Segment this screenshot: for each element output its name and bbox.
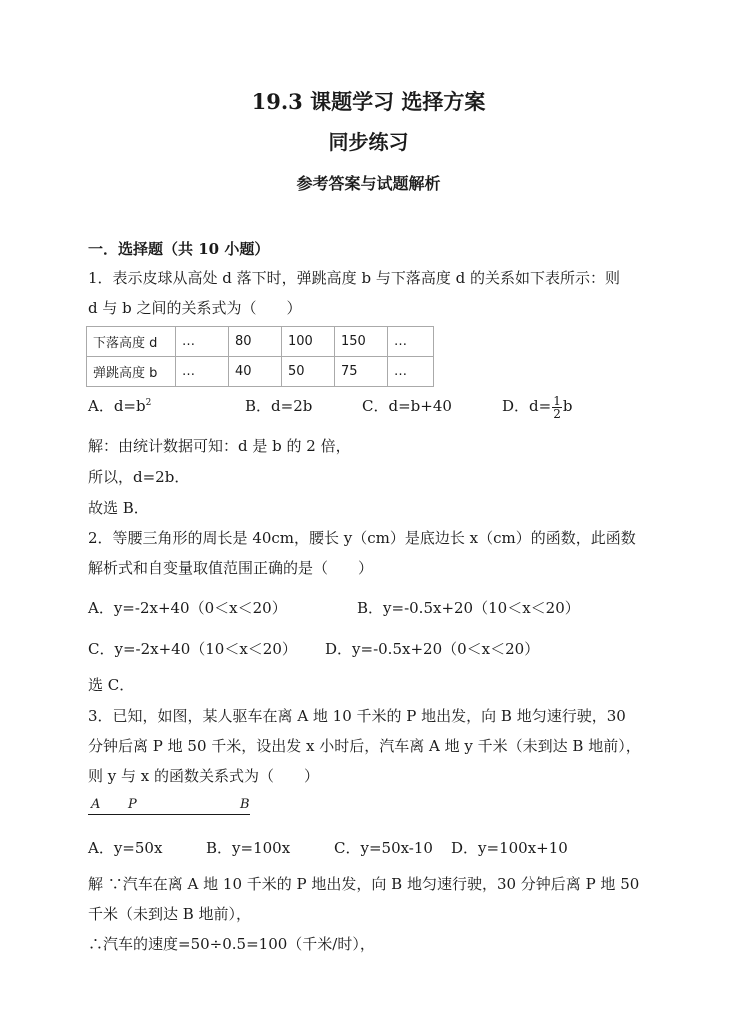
table-cell: 下落高度 d	[87, 327, 176, 357]
q1-solution-line1: 解：由统计数据可知：d 是 b 的 2 倍，	[88, 437, 351, 455]
q2-option-a: A．y=-2x+40（0＜x＜20）	[88, 599, 287, 617]
q1-option-a-text: A．d=b	[88, 397, 146, 415]
q1-option-b: B．d=2b	[245, 397, 313, 415]
page-title: 19.3 课题学习 选择方案	[251, 89, 486, 114]
table-cell: …	[388, 357, 434, 387]
q3-option-b: B．y=100x	[206, 839, 291, 857]
q2-option-d: D．y=-0.5x+20（0＜x＜20）	[325, 640, 540, 658]
table-cell: 75	[335, 357, 388, 387]
q3-option-a: A．y=50x	[88, 839, 163, 857]
page-subtitle: 同步练习	[328, 130, 409, 154]
q3-option-d: D．y=100x+10	[451, 839, 568, 857]
q1-option-d	[502, 389, 572, 423]
q2-option-b: B．y=-0.5x+20（10＜x＜20）	[357, 599, 580, 617]
table-cell: 100	[282, 327, 335, 357]
table-row	[87, 357, 434, 387]
table-cell: 40	[229, 357, 282, 387]
point-b-label: B	[240, 797, 250, 812]
q3-solution-line2: 千米（未到达 B 地前），	[88, 905, 252, 923]
fraction-denominator: 2	[553, 406, 561, 421]
q1-option-d-fraction	[552, 395, 562, 420]
answer-heading: 参考答案与试题解析	[296, 174, 441, 193]
q3-stem-line2: 分钟后离 P 地 50 千米，设出发 x 小时后，汽车离 A 地 y 千米（未到达 B 地前），	[88, 737, 641, 755]
fraction-numerator: 1	[553, 393, 561, 408]
q2-stem-line2: 解析式和自变量取值范围正确的是（ ）	[88, 559, 374, 577]
q1-option-d-text: D．d=	[502, 397, 552, 415]
table-row	[87, 327, 434, 357]
q3-stem-line3: 则 y 与 x 的函数关系式为（ ）	[88, 767, 320, 785]
table-cell: …	[176, 357, 229, 387]
table-cell: …	[176, 327, 229, 357]
q1-option-a-exponent: 2	[145, 398, 152, 408]
q1-option-c: C．d=b+40	[362, 397, 452, 415]
segment-ab	[88, 814, 250, 815]
point-a-label: A	[91, 797, 101, 812]
point-p-label: P	[128, 797, 137, 812]
q2-option-c: C．y=-2x+40（10＜x＜20）	[88, 640, 297, 658]
table-cell: 80	[229, 327, 282, 357]
table-cell: 50	[282, 357, 335, 387]
q3-solution-line1: 解 ∵汽车在离 A 地 10 千米的 P 地出发，向 B 地匀速行驶，30 分钟后离 P 地 50	[88, 875, 640, 893]
q1-stem-line2: d 与 b 之间的关系式为（ ）	[88, 299, 302, 317]
q3-stem-line1: 3．已知，如图，某人驱车在离 A 地 10 千米的 P 地出发，向 B 地匀速行驶，30	[88, 707, 626, 725]
q1-stem-line1: 1．表示皮球从高处 d 落下时，弹跳高度 b 与下落高度 d 的关系如下表所示：则	[88, 269, 620, 287]
q3-option-c: C．y=50x-10	[334, 839, 433, 857]
section-heading: 一．选择题（共 10 小题）	[88, 240, 270, 258]
table-cell: 弹跳高度 b	[87, 357, 176, 387]
q1-data-table	[86, 326, 434, 387]
q2-stem-line1: 2．等腰三角形的周长是 40cm，腰长 y（cm）是底边长 x（cm）的函数，此函数	[88, 529, 636, 547]
q1-solution-line3: 故选 B．	[88, 499, 149, 517]
q2-answer: 选 C．	[88, 676, 135, 694]
table-cell: 150	[335, 327, 388, 357]
q3-solution-line3: ∴汽车的速度=50÷0.5=100（千米/时），	[88, 935, 375, 953]
q1-solution-line2: 所以，d=2b．	[88, 468, 190, 486]
q1-option-a	[88, 396, 151, 416]
table-cell: …	[388, 327, 434, 357]
q1-option-d-suffix: b	[562, 397, 573, 415]
